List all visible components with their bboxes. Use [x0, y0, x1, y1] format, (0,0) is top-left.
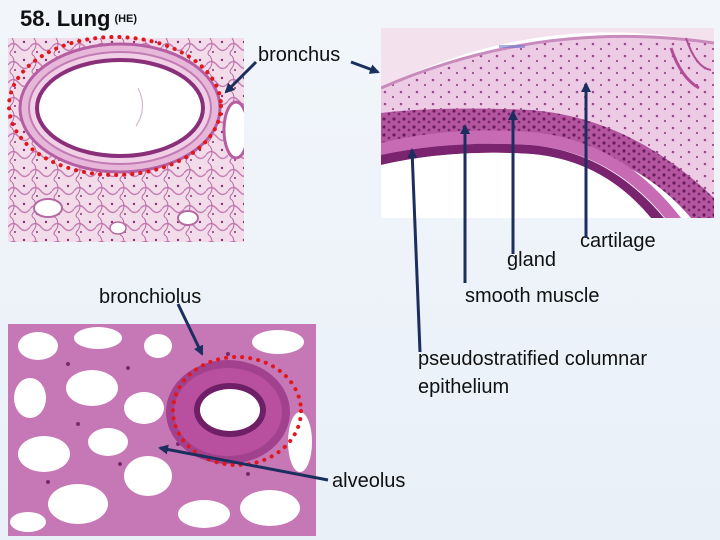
arrow-alveolus	[160, 448, 328, 480]
arrow-bronchiolus	[178, 304, 202, 354]
arrow-bronchus-right	[351, 62, 378, 72]
arrow-bronchus-left	[226, 62, 256, 92]
label-gland: gland	[507, 249, 556, 271]
label-smooth-muscle: smooth muscle	[465, 285, 600, 307]
bronchus-dotted-outline	[9, 37, 221, 175]
label-bronchiolus: bronchiolus	[99, 286, 202, 308]
label-cartilage: cartilage	[580, 230, 656, 252]
slide-title-stain: (HE)	[114, 13, 138, 25]
label-pseudostratified-line1: pseudostratified columnar	[418, 348, 648, 370]
label-pseudostratified-line2: epithelium	[418, 376, 510, 398]
slide-title-main: 58. Lung	[20, 6, 111, 31]
label-alveolus: alveolus	[332, 470, 406, 492]
label-bronchus: bronchus	[258, 44, 341, 66]
arrow-pseudostratified	[412, 150, 420, 352]
bronchiole-dotted-outline	[173, 357, 301, 465]
